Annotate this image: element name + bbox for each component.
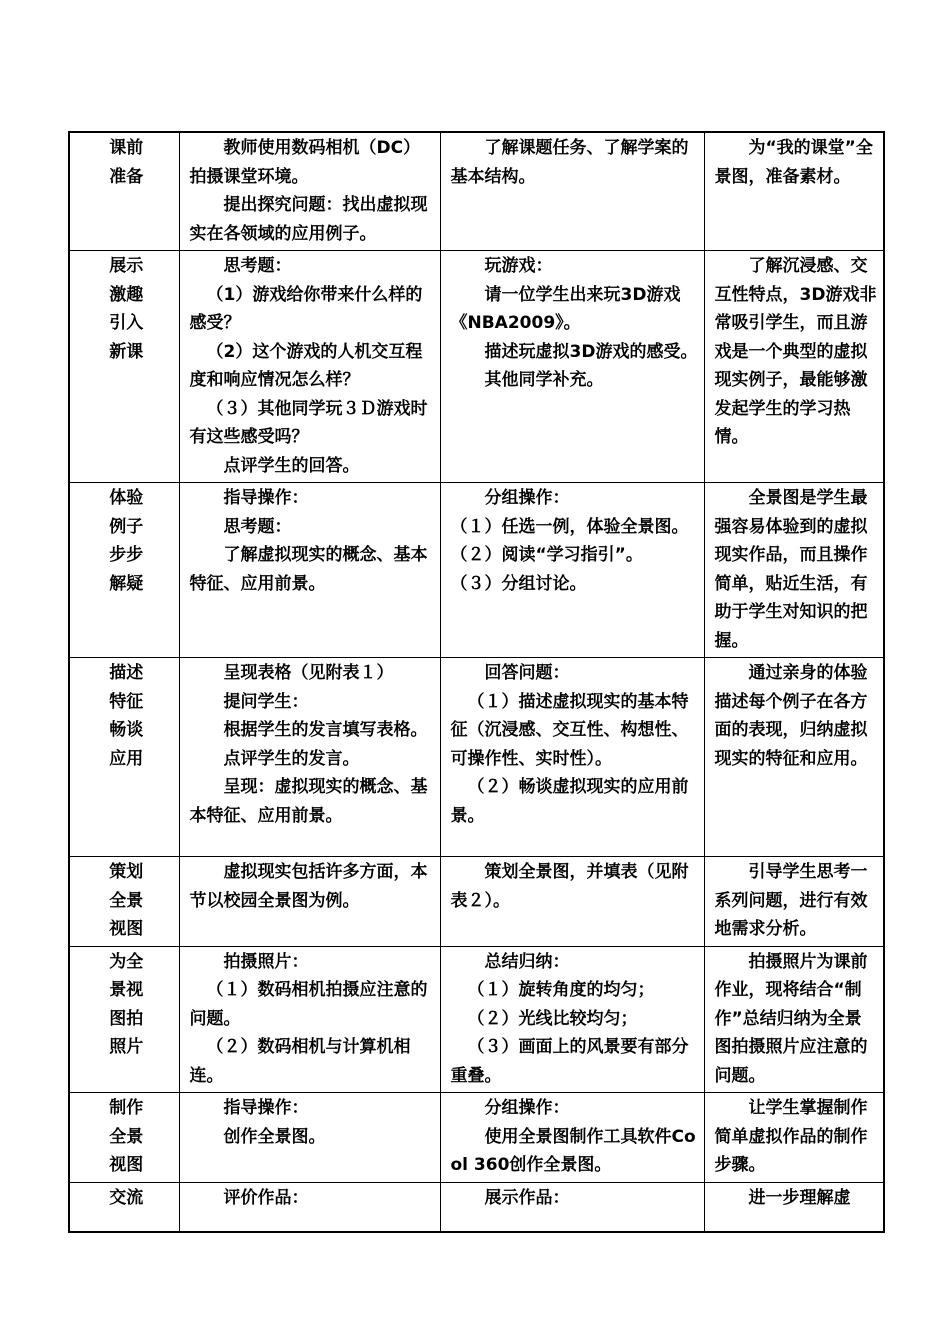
stage-cell: 制作全景视图 [69, 1093, 179, 1183]
table-row [69, 132, 884, 251]
student-activity-cell: 展示作品： [440, 1182, 704, 1232]
table-row [69, 658, 884, 857]
lesson-plan-table [68, 131, 885, 1233]
table-row [69, 857, 884, 947]
student-activity-cell: 回答问题： （１）描述虚拟现实的基本特征（沉浸感、交互性、构想性、可操作性、实时性）。 （２）畅谈虚拟现实的应用前景。 [440, 658, 704, 857]
design-intent-cell: 让学生掌握制作简单虚拟作品的制作步骤。 [704, 1093, 884, 1183]
design-intent-cell: 通过亲身的体验描述每个例子在各方面的表现，归纳虚拟现实的特征和应用。 [704, 658, 884, 857]
stage-cell: 为全景视图拍照片 [69, 946, 179, 1093]
student-activity-cell: 玩游戏： 请一位学生出来玩3D游戏《NBA2009》。 描述玩虚拟3D游戏的感受。 其他同学补充。 [440, 251, 704, 483]
teacher-activity-cell: 拍摄照片： （１）数码相机拍摄应注意的问题。 （２）数码相机与计算机相连。 [179, 946, 440, 1093]
design-intent-cell: 引导学生思考一系列问题，进行有效地需求分析。 [704, 857, 884, 947]
teacher-activity-cell: 评价作品： [179, 1182, 440, 1232]
teacher-activity-cell: 指导操作： 创作全景图。 [179, 1093, 440, 1183]
table-row [69, 251, 884, 483]
stage-cell: 描述特征畅谈应用 [69, 658, 179, 857]
table-row [69, 1093, 884, 1183]
stage-cell: 策划全景视图 [69, 857, 179, 947]
design-intent-cell: 了解沉浸感、交互性特点，3D游戏非常吸引学生，而且游戏是一个典型的虚拟现实例子，最能够激发起学生的学习热情。 [704, 251, 884, 483]
teacher-activity-cell: 教师使用数码相机（DC）拍摄课堂环境。 提出探究问题：找出虚拟现实在各领域的应用例子。 [179, 132, 440, 251]
student-activity-cell: 了解课题任务、了解学案的基本结构。 [440, 132, 704, 251]
table-row [69, 483, 884, 658]
design-intent-cell: 全景图是学生最强容易体验到的虚拟现实作品，而且操作简单，贴近生活，有助于学生对知识的把握。 [704, 483, 884, 658]
teacher-activity-cell: 指导操作： 思考题： 了解虚拟现实的概念、基本特征、应用前景。 [179, 483, 440, 658]
student-activity-cell: 分组操作： 使用全景图制作工具软件Cool 360创作全景图。 [440, 1093, 704, 1183]
table-row [69, 946, 884, 1093]
design-intent-cell: 拍摄照片为课前作业，现将结合“制作”总结归纳为全景图拍摄照片应注意的问题。 [704, 946, 884, 1093]
stage-cell: 课前准备 [69, 132, 179, 251]
design-intent-cell: 为“我的课堂”全景图，准备素材。 [704, 132, 884, 251]
lesson-plan-sheet [68, 131, 885, 1233]
table-row [69, 1182, 884, 1232]
student-activity-cell: 总结归纳： （１）旋转角度的均匀； （２）光线比较均匀； （３）画面上的风景要有部分重叠。 [440, 946, 704, 1093]
teacher-activity-cell: 虚拟现实包括许多方面，本节以校园全景图为例。 [179, 857, 440, 947]
student-activity-cell: 分组操作： （１）任选一例，体验全景图。 （２）阅读“学习指引”。 （３）分组讨论。 [440, 483, 704, 658]
stage-cell: 交流 [69, 1182, 179, 1232]
teacher-activity-cell: 思考题： （1）游戏给你带来什么样的感受？ （2）这个游戏的人机交互程度和响应情况怎么样？ （３）其他同学玩３Ｄ游戏时有这些感受吗？ 点评学生的回答。 [179, 251, 440, 483]
student-activity-cell: 策划全景图，并填表（见附表２）。 [440, 857, 704, 947]
stage-cell: 体验例子步步解疑 [69, 483, 179, 658]
teacher-activity-cell: 呈现表格（见附表１） 提问学生： 根据学生的发言填写表格。 点评学生的发言。 呈现：虚拟现实的概念、基本特征、应用前景。 [179, 658, 440, 857]
design-intent-cell: 进一步理解虚 [704, 1182, 884, 1232]
stage-cell: 展示激趣引入新课 [69, 251, 179, 483]
